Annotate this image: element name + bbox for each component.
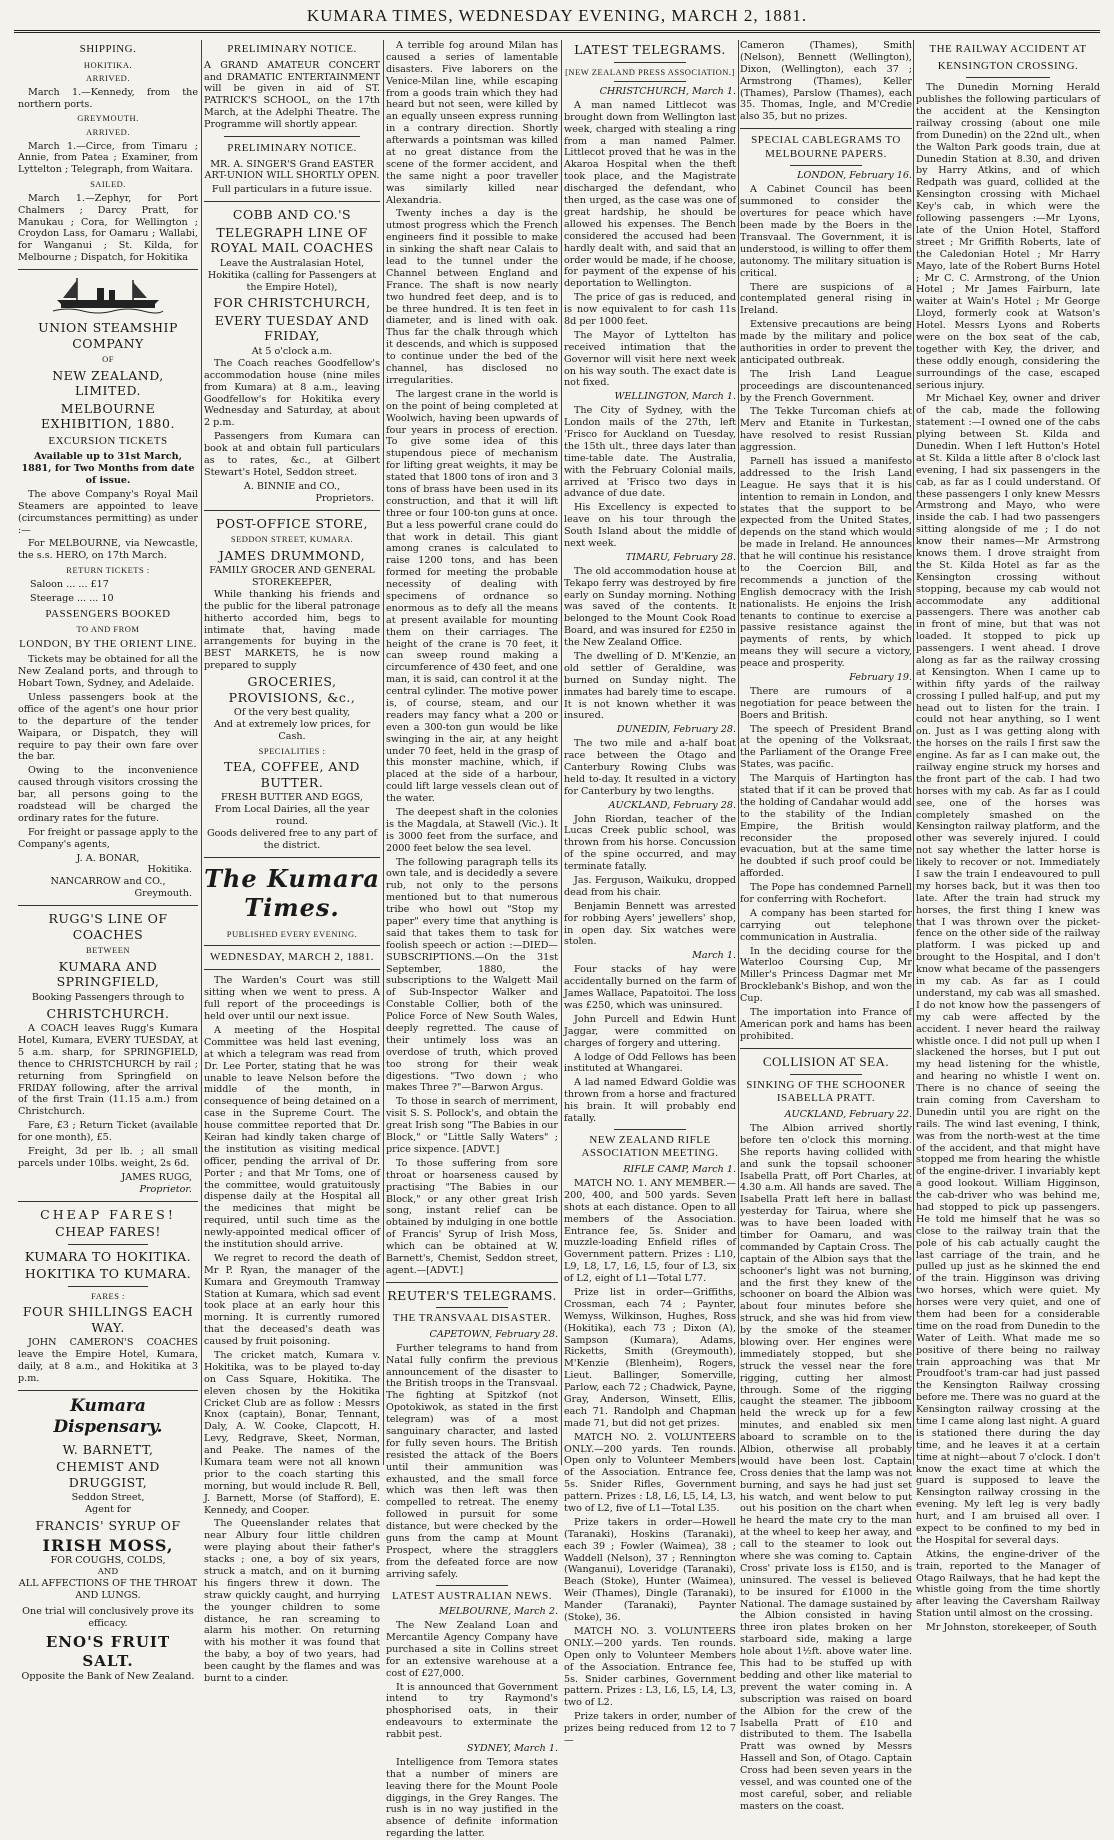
- divider: [18, 1390, 198, 1391]
- union-title: UNION STEAMSHIP COMPANY: [38, 320, 178, 351]
- greymouth-heading: GREYMOUTH.: [77, 113, 139, 124]
- freight-rate: Freight, 3d per lb. ; all small parcels under 10lbs. weight, 2s 6d.: [18, 1145, 198, 1169]
- capetown-dateline: CAPETOWN, February 28.: [429, 1328, 558, 1340]
- queenslander-article: The Queenslander relates that near Albury four little children were playing about their father's stacks ; one, a boy of six years, struck a match, and on it burning his fingers threw it down. The straw quickly caught, and hurrying the younger children to some distance, he ran screaming to alarm his mother. On returning with his mother it was found that the baby, a boy of two years, had been caught by the flames and was burnt to a cinder.: [204, 1518, 380, 1685]
- forgery-article: John Purcell and Edwin Hunt Jaggar, were committed on charges of forgery and uttering.: [564, 1013, 736, 1049]
- binnie-name: A. BINNIE and CO.,: [243, 480, 341, 492]
- prize-list-continued: Cameron (Thames), Smith (Nelson), Bennett (Wellington), Dixon, (Wellington), each 37 ; Armstrong (Thames), Keller (Thames), Parslow (Thames), each 35. Thomas, Ingle, and M'Credie also 35, but no prizes.: [740, 40, 912, 123]
- passengers-booked: PASSENGERS BOOKED: [45, 607, 171, 620]
- union-subtitle: NEW ZEALAND, LIMITED.: [52, 367, 164, 399]
- agent-name: J. A. BONAR,: [76, 852, 140, 864]
- masthead-rule: [14, 30, 1100, 33]
- reuters-heading: REUTER'S TELEGRAMS.: [387, 1287, 557, 1303]
- trial-text: One trial will conclusively prove its efficacy.: [22, 1605, 194, 1629]
- railway-accident-p1: The Dunedin Morning Herald publishes the following particulars of the accident at the Kensington railway crossing (about one mile from Dunedin) on the 22nd ult., when the Walton Park goods train, due at Dunedin Station at 8.30, and driven by Harry Atkins, and of which Redpath was guard, collided at the Kensington crossing with Michael Key's cab, in which were the following passengers :—Mr Lyons, late of the Union Hotel, Stafford street ; Mr Griffith Roberts, late of the Caledonian Hotel ; Mr Harry Mayo, late of the Robert Burns Hotel ; Mr C. C. Armstrong, of the Union Hotel ; Mr James Fairburn, late waiter at Wain's Hotel ; Mr George Lloyd, formerly cook at Watson's Hotel. Messrs Lyons and Roberts were on the box seat of the cab, together with Key, the driver, and these oddly enough, considering the surroundings of the case, escaped serious injury.: [916, 82, 1100, 391]
- cablegrams-heading: SPECIAL CABLEGRAMS TO MELBOURNE PAPERS.: [751, 134, 901, 160]
- mckenzie-article: The dwelling of D. M'Kenzie, an old settler of Geraldine, was burned on Sunday night. The inmates had barely time to escape. It is not known whether it was insured.: [564, 651, 736, 722]
- kensington-crossing-heading: KENSINGTON CROSSING.: [937, 59, 1079, 72]
- saloon-fare: Saloon ... ... £17: [30, 578, 109, 590]
- crane-article: The largest crane in the world is on the point of being completed at Woolwich, having been upwards of four years in process of erection. To give some idea of this stupendous piece of mechanism for lifting great weights, it may be stated that 1800 tons of iron and 3 tons of brass have been used in its construction, and that it will lift three or four 100-ton guns at once. But a less powerful crane could do that work in detail. This giant among cranes is calculated to raise 1200 tons, and has been formed for meeting the probable necessity of dealing with specimens of ordnance so enormous as to defy all the means at present available for mounting them on their carriages. The height of the crane is 70 feet, it can sweep round making a circumference of 430 feet, and one man, it is said, can control it at the central cylinder. The motive power is, of course, steam, and our readers may fancy what a 200 or even a 300-ton gun would be like swinging in the air, at any height under 70 feet, held in the grasp of this monster machine, which, if placed at the side of a harbour, could lift large vessels clean out of the water.: [386, 388, 558, 805]
- column-6: [916, 40, 1100, 1634]
- temora-article: Intelligence from Temora states that a number of miners are leaving there for the Mount Poole diggings, in the Grey Ranges. The rush is in no way justified in the absence of definite information regarding the latter.: [386, 1756, 558, 1840]
- cheap-fares-heading: CHEAP FARES!: [40, 1206, 176, 1222]
- cricket-article: The cricket match, Kumara v. Hokitika, was to be played to-day on Cass Square, Hokitika. The eleven chosen by the Hokitika Cricket Club are as follow : Messrs Knox (captain), Bonar, Tennant, Daly, A. W. Cooke, Clapcott, H. Levy, Redgrave, Skeet, Norman, and Peake. The names of the Kumara team were not all known prior to the coach starting this morning, but would include R. Bell, J. Barnett, Morse (of Stafford), E. Kennedy, and Cooper.: [204, 1349, 380, 1516]
- freight-text: For freight or passage apply to the Company's agents,: [18, 826, 198, 850]
- column-1: [18, 40, 198, 1682]
- divider: [18, 269, 198, 270]
- ferguson-article: Jas. Ferguson, Waikuku, dropped dead from his chair.: [564, 875, 736, 898]
- opposite-bank: Opposite the Bank of New Zealand.: [21, 1670, 195, 1682]
- divider: [740, 1048, 912, 1049]
- chemist-label: CHEMIST AND DRUGGIST,: [56, 1459, 160, 1490]
- albion-article: The Albion arrived shortly before ten o'clock this morning. She reports having collided with and sunk the topsail schooner Isabella Pratt, off Port Charles, at 4.30 a.m. All hands are saved. The Isabella Pratt left here in ballast yesterday for Tairua, where she was to have been loaded with timber for Oamaru, and was commanded by Captain Cross. The captain of the Albion says that the schooner's light was not burning, and the first they knew of the schooner on board the Albion was about four minutes before she struck, and she was hid from view by the smoke of the steamer blowing over. Her engines were immediately stopped, but she struck the vessel near the fore rigging, cutting her almost through. Some of the rigging caught the steamer. The jibboom held the wreck up for a few minutes, and enabled six men aboard to scramble on to the Albion, otherwise all probably would have been lost. Captain Cross denies that the lamp was not burning, and says he had just set his watch, and went below to put out his position on the chart when he heard the mate cry to the man at the wheel to keep her away, and call to the steamer to look out where she was coming to. Captain Cross' private loss is £150, and is uninsured. The vessel is believed to be insured for £1000 in the National. The damage sustained by the Albion consisted in having three iron plates broken on her starboard side, making a large hole about 1½ft. above water line. This had to be stuffed up with bedding and other like material to prevent the water coming in. A subscription was raised on board the Albion for the crew of the Isabella Pratt of £10 and distributed to them. The Isabella Pratt was owned by Messrs Hassell and Son, of Otago. Captain Cross had been seven years in the vessel, and was counted one of the most careful, sober, and reliable masters on the coast.: [740, 1122, 913, 1812]
- kumara-times-nameplate: The Kumara Times.: [204, 863, 380, 923]
- hospital-article: A meeting of the Hospital Committee was held last evening, at which a telegram was read from Dr. Lee Porter, stating that he was unable to leave Nelson before the middle of the month, in consequence of being detained on a case in the Supreme Court. The house committee reported that Dr. Keiran had kindly taken charge of the institution as visiting medical officer, pending the arrival of Dr. Porter ; and that Mr Toms, one of the committee, would gratuitously dispense daily at the Hospital all the medicines that might be required, until such time as the newly-appointed medical officer of the institution should arrive.: [204, 1024, 380, 1250]
- seddon-street: Seddon Street,: [71, 1492, 145, 1504]
- full-particulars: Full particulars in a future issue.: [211, 184, 373, 196]
- gas-article: The price of gas is reduced, and is now equivalent to for cash 11s 8d per 1000 feet.: [564, 292, 736, 327]
- agent-location: Hokitika.: [147, 864, 192, 876]
- divider: [614, 62, 686, 63]
- francis-syrup: FRANCIS' SYRUP OF: [35, 1518, 181, 1534]
- railway-accident-heading: THE RAILWAY ACCIDENT AT: [929, 43, 1087, 55]
- irish-moss-advert: To those suffering from sore throat or hoarseness caused by practising "The Babies in our Block," or any other great Irish song, instant relief can be obtained by indulging in one bottle of Francis' Syrup of Irish Moss, which can be obtained at W. Barnett's, Chemist, Seddon street, agent.—[ADVT.]: [386, 1157, 558, 1276]
- telephone-article: A company has been started for carrying out telephone communication in Australia.: [740, 907, 912, 943]
- prize-list-2: Prize takers in order—Howell (Taranaki), Hoskins (Taranaki), each 39 ; Fowler (Waimea), 38 ; Waddell (Nelson), 37 ; Rennington (Wanganui), Loveridge (Taranaki), Beach (Stoke), Hunter (Waimea), Weir (Thames), Dingle (Taranaki), Mander (Taranaki), Paynter (Stoke), 36.: [564, 1516, 736, 1624]
- return-tickets: RETURN TICKETS :: [66, 565, 150, 576]
- preliminary-notice-heading: PRELIMINARY NOTICE.: [227, 141, 357, 154]
- owing-text: Owing to the inconvenience caused through visitors crossing the bar, all persons going to the roadstead will be charged the ordinary rates for the future.: [18, 765, 198, 824]
- boat-race-article: The two mile and a-half boat race between the Otago and Canterbury Rowing Clubs was held to-day. It resulted in a victory for Canterbury by two lengths.: [564, 738, 736, 797]
- divider: [436, 1585, 508, 1586]
- league-article: The Irish Land League proceedings are discountenanced by the French Government.: [740, 368, 912, 404]
- issue-date: WEDNESDAY, MARCH 2, 1881.: [209, 950, 375, 963]
- divider: [18, 1201, 198, 1202]
- divider: [436, 1307, 508, 1308]
- divider: [204, 857, 380, 858]
- greymouth-sailed: March 1.—Zephyr, for Port Chalmers ; Darcy Pratt, for Manukau ; Cora, for Wellington ; Croydon Lass, for Oamaru ; Wallabi, for Wanganui ; St. Kilda, for Melbourne ; Dispatch, for Hokitika: [18, 192, 198, 264]
- greymouth-arrivals: March 1.—Circe, from Timaru ; Annie, from Patea ; Examiner, from Lyttelton ; Telegraph, from Waitara.: [18, 140, 198, 176]
- divider: [68, 1286, 148, 1287]
- kumara-to-hokitika: KUMARA TO HOKITIKA.: [24, 1248, 192, 1264]
- cobb-time: At 5 o'clock a.m.: [251, 345, 333, 357]
- throat-lungs: ALL AFFECTIONS OF THE THROAT AND LUNGS.: [18, 1577, 198, 1601]
- binnie-proprietors: Proprietors.: [315, 492, 374, 504]
- rifle-camp-dateline: RIFLE CAMP, March 1.: [623, 1164, 736, 1176]
- column-3: [386, 40, 558, 1840]
- sinking-heading: SINKING OF THE SCHOONER ISABELLA PRATT.: [746, 1078, 906, 1105]
- wellington-dateline: WELLINGTON, March 1.: [614, 391, 736, 403]
- match-2: MATCH NO. 2. VOLUNTEERS ONLY.—200 yards. Ten rounds. Open only to Volunteer Members of the Association. Entrance fee, 5s. Snider Rifles, Government pattern. Prizes : L8, L6, L5, L4, L3, two of L2, five of L1—Total L35.: [564, 1431, 736, 1515]
- match-1: MATCH NO. 1. ANY MEMBER.—200, 400, and 500 yards. Seven shots at each distance. Open to all members of the Association. Entrance fee, 5s. Snider and muzzle-loading Enfield rifles of Government pattern. Prizes : L10, L9, L8, L7, L6, L5, four of L3, six of L2, eight of L1—Total L77.: [564, 1177, 736, 1285]
- cobb-subtitle: TELEGRAPH LINE OF ROYAL MAIL COACHES: [210, 224, 374, 256]
- divider: [68, 1244, 148, 1245]
- drummond-text: While thanking his friends and the public for the liberal patronage hitherto accorded him, begs to intimate that, having made arrangements for buying in the BEST MARKETS, he is now prepared to supply: [204, 588, 380, 672]
- bennett-article: Benjamin Bennett was arrested for robbing Ayers' jewellers' shop, in open day. Six watches were stolen.: [564, 900, 736, 948]
- excursion-tickets: EXCURSION TICKETS: [48, 434, 168, 447]
- sydney-dateline: SYDNEY, March 1.: [466, 1742, 558, 1754]
- published-every-evening: PUBLISHED EVERY EVENING.: [226, 929, 358, 940]
- rugg-route: KUMARA AND SPRINGFIELD,: [56, 958, 160, 990]
- cobb-text: The Coach reaches Goodfellow's accommodation house (nine miles from Kumara) at 8 a.m., leaving Goodfellow's for Hokitika every Wednesday and Saturday, at about 2 p.m.: [204, 357, 380, 429]
- butter-eggs: FRESH BUTTER AND EGGS,: [221, 792, 363, 804]
- orient-line: LONDON, BY THE ORIENT LINE.: [19, 637, 197, 650]
- melbourne-dateline: MELBOURNE, March 2.: [439, 1606, 558, 1618]
- melbourne-exhibition: MELBOURNE EXHIBITION, 1880.: [41, 400, 175, 432]
- fog-article: A terrible fog around Milan has caused a series of lamentable disasters. Five laborers on the Venice-Milan line, while escaping from a goods train which they had heard but not seen, were killed by an equally unseen express running in a contrary direction. Shortly afterwards a pointsman was killed at no great distance from the scene of the former accident, and the same night a poor traveller was similarly killed near Alexandria.: [386, 40, 558, 206]
- rugg-destination: CHRISTCHURCH.: [46, 1005, 170, 1021]
- coughs-colds: FOR COUGHS, COLDS,: [50, 1555, 166, 1567]
- divider: [386, 1282, 558, 1283]
- masthead-title: KUMARA TIMES, WEDNESDAY EVENING, MARCH 2, 1881.: [306, 6, 808, 25]
- prize-list-1: Prize list in order—Griffiths, Crossman, each 74 ; Paynter, Wemyss, Wilkinson, Hughes, Ross (Hokitika), each 73 ; Dixon (A), Sampson (Kumara), Adams, Ricketts, Smith (Greymouth), M'Kenzie (Blenheim), Rogers, Lieut. Ballinger, Somerville, Parlow, each 72 ; Chadwick, Payne, Gray, Anderson, Winsett, Ellis, each 71. Randolph and Chapman made 71, but did not get prizes.: [564, 1287, 736, 1429]
- divider: [204, 510, 380, 511]
- goldie-article: A lad named Edward Goldie was thrown from a horse and fractured his brain. It will probably end fatally.: [564, 1077, 736, 1124]
- littlecot-article: A man named Littlecot was brought down from Wellington last week, charged with stealing a ring from a man named Palmer. Littlecot proved that he was in the Akaroa Hospital when the theft took place, and the Magistrate discharged the defendant, who then urged, as the case was one of great hardship, he should be allowed his expenses. The Bench considered the accused had been hardly dealt with, and said that an order would be made, if he choose, for payment of the expense of his deportation to Wellington.: [564, 99, 736, 290]
- arrived-label: ARRIVED.: [86, 127, 130, 137]
- post-office-address: SEDDON STREET, KUMARA.: [230, 534, 354, 545]
- column-divider: [561, 40, 562, 1465]
- drummond-name: JAMES DRUMMOND,: [218, 547, 366, 563]
- royal-mail-text: The above Company's Royal Mail Steamers are appointed to leave (circumstances permitting) as under :—: [18, 488, 198, 536]
- cabinet-article: A Cabinet Council has been summoned to consider the overtures for peace which have been made by the Boers in the Transvaal. The Government, it is understood, is willing to offer them autonomy. The military situation is critical.: [740, 184, 912, 279]
- transvaal-article: Further telegrams to hand from Natal fully confirm the previous announcement of the disaster to the British troops in the Transvaal. The fighting at Spitzkof (not Opotokiwok, as stated in the first telegram) was of a most sanguinary character, and lasted for fully seven hours. The British resisted the attack of the Boers until their ammunition was exhausted, and the small force which was then left was then compelled to retreat. The enemy followed in pursuit for some distance, but were checked by the guns from the camp at Mount Prospect, where the stragglers from the defeated force are now arriving safely.: [386, 1342, 558, 1580]
- to-and-from: TO AND FROM: [76, 624, 140, 635]
- quality-text: Of the very best quality,: [233, 707, 351, 719]
- prize-list-3: Prize takers in order, number of prizes being reduced from 12 to 7—: [564, 1711, 736, 1746]
- shaft-article: The deepest shaft in the colonies is the Magdala, at Stawell (Vic.). It is 3000 feet from the surface, and 2000 feet below the sea level.: [386, 807, 558, 854]
- tea-coffee-butter: TEA, COFFEE, AND BUTTER.: [224, 759, 360, 790]
- sailed-label: SAILED.: [90, 179, 126, 190]
- rifle-association-heading: NEW ZEALAND RIFLE ASSOCIATION MEETING.: [581, 1133, 719, 1160]
- ireland-article: There are suspicions of a contemplated general rising in Ireland.: [740, 281, 912, 317]
- preliminary-notice-heading: PRELIMINARY NOTICE.: [227, 43, 357, 55]
- lodge-article: A lodge of Odd Fellows has been instituted at Whangarei.: [564, 1051, 736, 1075]
- available-notice: Available up to 31st March, 1881, for Two Months from date of issue.: [21, 451, 195, 487]
- christchurch-dateline: CHRISTCHURCH, March 1.: [599, 86, 736, 98]
- divider: [790, 165, 862, 166]
- cheap-fares-sub: CHEAP FARES!: [55, 1224, 161, 1240]
- barnett-name: W. BARNETT,: [62, 1441, 154, 1457]
- column-divider: [201, 40, 202, 1465]
- fire-article: The old accommodation house at Tekapo ferry was destroyed by fire early on Sunday morning. Nothing was saved of the contents. It belonged to the Mount Cook Road Board, and was insured for £250 in the New Zealand Office.: [564, 565, 736, 649]
- railway-accident-p3: Atkins, the engine-driver of the train, reported to the Manager of Otago Railways, that he had kept the whistle going from the time shortly after leaving the Caversham Railway Station until almost on the crossing.: [916, 1548, 1100, 1620]
- unless-text: Unless passengers book at the office of the agent's one hour prior to the departure of the tender Waipara, or Dispatch, they will require to pay their own fare over the bar.: [18, 692, 198, 763]
- transvaal-heading: THE TRANSVAAL DISASTER.: [392, 1312, 552, 1325]
- loan-article: The New Zealand Loan and Mercantile Agency Company have purchased a site in Collins street for an extensive warehouse at a cost of £27,000.: [386, 1620, 558, 1679]
- goods-delivered: Goods delivered free to any part of the district.: [206, 827, 378, 851]
- pope-article: The Pope has condemned Parnell for conferring with Rochefort.: [740, 882, 912, 906]
- pollock-advert: To those in search of merriment, visit S. S. Pollock's, and obtain the great Irish song "The Babies in our Block," or "Little Sally Waters" ; price sixpence. [ADVT.]: [386, 1096, 558, 1155]
- rugg-title: RUGG'S LINE OF COACHES: [48, 911, 168, 942]
- divider: [966, 77, 1050, 78]
- rugg-between: BETWEEN: [85, 945, 131, 956]
- prices-text: And at extremely low prices, for Cash.: [213, 718, 371, 742]
- excellency-article: His Excellency is expected to leave on his tour through the South Island about the middle of next week.: [564, 502, 736, 549]
- feb19-dateline: February 19.: [849, 672, 912, 683]
- pork-article: The importation into France of American pork and hams has been prohibited.: [740, 1007, 912, 1042]
- press-association: [NEW ZEALAND PRESS ASSOCIATION.]: [565, 66, 735, 77]
- cobb-title: COBB AND CO.'S: [232, 207, 352, 223]
- irish-moss: IRISH MOSS,: [42, 1535, 174, 1555]
- precautions-article: Extensive precautions are being made by the military and police authorities in order to prevent the anticipated outbreak.: [740, 319, 912, 366]
- rugg-signature: JAMES RUGG,: [121, 1171, 192, 1183]
- hokitika-heading: HOKITIKA.: [83, 59, 133, 70]
- mayor-article: The Mayor of Lyttelton has received intimation that the Governor will visit here next week on his way south. The exact date is not fixed.: [564, 329, 736, 389]
- divider: [204, 945, 380, 946]
- cobb-leave: Leave the Australasian Hotel, Hokitika (calling for Passengers at the Empire Hotel),: [207, 257, 377, 293]
- cobb-booking: Passengers from Kumara can book at and obtain full particulars as to rates, &c., at Gilbert Stewart's Hotel, Seddon street.: [204, 431, 380, 478]
- column-2: [204, 40, 380, 1685]
- auckland-dateline: AUCKLAND, February 22.: [784, 1109, 912, 1121]
- rumours-article: There are rumours of a negotiation for peace between the Boers and British.: [740, 685, 912, 721]
- subscriptions-article: The following paragraph tells its own tale, and is decidedly a severe rub, not only to the persons mentioned but to that numerous tribe who howl out "Stop my paper" every time that anything is said that takes them to task for foolish speech or action :—DIED—SUBSCRIPTIONS.—On the 31st September, 1880, the subscriptions to the Walgett Mail of Sub-Inspector Walker and Constable Collier, both of the Police Force of New South Wales, deeply regretted. The cause of their untimely loss was an overdose of truth, which proved too strong for their weak digestions. "Two down ; who makes Three ?"—Barwon Argus.: [386, 856, 558, 1094]
- union-of: OF: [102, 354, 114, 365]
- grocer-label: FAMILY GROCER AND GENERAL STOREKEEPER,: [209, 565, 375, 588]
- railway-accident-p2: Mr Michael Key, owner and driver of the cab, made the following statement :—I owned one of the cabs plying between St. Kilda and Dunedin. When I left Hutton's Hotel at St. Kilda a little after 8 o'clock last evening, I had six passengers in the cab, as far as I could understand. Of these passengers I only knew Messrs Armstrong and Mayo, who were inside the cab. I had two passengers sitting alongside of me ; I do not know their names—Mr Armstrong knows them. I drove straight from the St. Kilda Hotel as far as the Kensington crossing without stopping, because my cab would not accommodate any additional passengers. There was another cab in front of mine, but that was not loaded. It stopped to pick up passengers. I went ahead. I drove along as far as the railway crossing at Kensington. When I came up to within fifty yards of the railway crossing I pulled half-up, and put my head out to listen for the train. I could not hear anything, so I went on. Just as I was getting along with the horses on the rails I first saw the engine. As far as I can make out, the railway engine struck my horses and the front part of the cab. I had two horses with my cab. As far as I could see, one of the horses was completely smashed on the Kensington railway platform, and the other was severely injured. I could not say whether the latter horse is likely to recover or not. Immediately I saw the train I endeavoured to pull my horses back, but it was then too late. After the train had struck my horses, the first thing I knew was that I was thrown over the picket-fence on the other side of the railway platform. I was picked up and brought to the Hospital, and I don't know what became of the passengers in my cab. As far as I could understand, my cab was all smashed. I do not know how the passengers of my cab were affected by the accident. I never heard the railway whistle once. I did not pull up when I slackened the horses, but I put out my head listening for the whistle, and hearing no whistle I went on. There is no chance of seeing the train coming from Caversham to Dunedin until you are right on the rails. The wind last evening, I think, was from the north-west at the time of the accident, and that might have stopped me from hearing the whistle of the engine-driver. I invariably kept a good lookout. William Higginson, the cab-driver who was behind me, had stopped to pick up passengers. He told me himself that he was so close to the railway train that the pole of his cab actually caught the last carriage of the train, and he pulled up just as he skinned the end of the train. Higginson was driving two horses, which were quiet. My horses were very quiet, and one of them had been for a considerable time on the road from Dunedin to the Water of Leith. What made me so positive of there being no railway train approaching was that Mr Proudfoot's tram-car had just passed the Kensington Railway crossing before me. There was no guard at the Kensington railway crossing at the time I came along last night. A guard is stationed there during the day time, and he leaves it at a certain time at night—about 7 o'clock. I don't know the exact time at which the guard is supposed to leave the Kensington railway crossing in the evening. My left leg is very badly hurt, and I am bruised all over. I expect to be confined to my bed in the Hospital for several days.: [916, 393, 1100, 1546]
- railway-accident-p4: Mr Johnston, storekeeper, of South: [926, 1622, 1097, 1634]
- london-dateline: LONDON, February 16.: [797, 170, 912, 182]
- concert-notice: A GRAND AMATEUR CONCERT and DRAMATIC ENTERTAINMENT will be given in aid of ST. PATRICK'S SCHOOL, on the 17th March, at the Adelphi Theatre. The Programme will shortly appear.: [204, 59, 380, 131]
- rugg-booking: Booking Passengers through to: [31, 991, 185, 1003]
- local-dairies: From Local Dairies, all the year round.: [214, 804, 370, 828]
- groceries-label: GROCERIES, PROVISIONS, &c.,: [228, 674, 356, 705]
- divider: [790, 1074, 862, 1075]
- post-office-store: POST-OFFICE STORE,: [215, 515, 369, 531]
- divider: [204, 201, 380, 202]
- hokitika-to-kumara: HOKITIKA TO KUMARA.: [24, 1266, 192, 1282]
- and-label: AND: [97, 1567, 119, 1578]
- specialities-label: SPECIALITIES :: [258, 745, 326, 756]
- hay-article: Four stacks of hay were accidentally burned on the farm of James Wallace, Papatoitoi. The loss was £250, which was uninsured.: [564, 964, 736, 1011]
- brand-article: The speech of President Brand at the opening of the Volksraat, the Parliament of the Orange Free States, was pacific.: [740, 723, 912, 771]
- agent-name: NANCARROW and CO.,: [50, 876, 166, 888]
- hartington-article: The Marquis of Hartington has stated that if it can be proved that the holding of Candahar would add to the stability of the Indian Empire, the British would reconsider the proposed evacuation, but at the same time he doubted if such proof could be afforded.: [740, 773, 912, 880]
- agent-location: Greymouth.: [134, 888, 192, 900]
- cobb-destination: FOR CHRISTCHURCH,: [213, 295, 371, 311]
- cobb-days: EVERY TUESDAY AND FRIDAY,: [214, 312, 370, 344]
- channel-tunnel-article: Twenty inches a day is the utmost progress which the French engineers find it possible to make in sinking the shaft near Calais to lead to the tunnel under the Channel between England and France. The shaft is now nearly two hundred feet deep, and is to be three hundred. It is ten feet in diameter, and is lined with oak. Thus far the chalk through which it descends, and which is supposed to continue under the bed of the channel, has disclosed no irregularities.: [386, 208, 558, 386]
- australian-news-heading: LATEST AUSTRALIAN NEWS.: [391, 1589, 553, 1602]
- shipping-heading: SHIPPING.: [79, 43, 137, 55]
- timaru-dateline: TIMARU, February 28.: [625, 551, 736, 563]
- divider: [614, 81, 686, 82]
- match-3: MATCH NO. 3. VOLUNTEERS ONLY.—200 yards. Ten rounds. Open only to Volunteer Members of the Association. Entrance fee, 5s. Snider carbines, Government pattern. Prizes : L3, L6, L5, L4, L3, two of L2.: [564, 1625, 736, 1709]
- divider: [224, 136, 360, 137]
- art-union-notice: MR. A. SINGER'S Grand EASTER ART-UNION WILL SHORTLY OPEN.: [204, 158, 380, 182]
- cameron-coaches: JOHN CAMERON'S COACHES leave the Empire Hotel, Kumara, daily, at 8 a.m., and Hokitika at 3 p.m.: [18, 1337, 198, 1384]
- mails-article: The City of Sydney, with the London mails of the 27th, left 'Frisco for Auckland on Tuesday, the 15th ult., three days later than time-table date. The Australia, with the February Colonial mails, arrived at 'Frisco two days in advance of due date.: [564, 405, 736, 500]
- march-dateline: March 1.: [692, 950, 736, 962]
- hokitika-arrivals: March 1.—Kennedy, from the northern ports.: [18, 86, 198, 110]
- column-divider: [383, 40, 384, 1465]
- divider: [740, 128, 912, 129]
- steerage-fare: Steerage ... ... 10: [30, 592, 114, 604]
- column-5: [740, 40, 913, 1812]
- column-4: [564, 40, 736, 1746]
- divider: [204, 969, 380, 970]
- arrived-label: ARRIVED.: [86, 73, 130, 84]
- coach-text: A COACH leaves Rugg's Kumara Hotel, Kumara, EVERY TUESDAY, at 5 a.m. sharp, for SPRINGFIELD, thence to CHRISTCHURCH by rail ; returning from Springfield on FRIDAY following, after the arrival of the first Train (11.15 a.m.) from Christchurch.: [18, 1023, 198, 1118]
- divider: [614, 1129, 686, 1130]
- tekke-article: The Tekke Turcoman chiefs at Merv and Etanite in Turkestan, have resolved to resist Russian aggression.: [740, 406, 912, 454]
- rugg-proprietor: Proprietor.: [139, 1183, 192, 1195]
- collision-heading: COLLISION AT SEA.: [762, 1053, 890, 1069]
- auckland-dateline: AUCKLAND, February 28.: [608, 799, 736, 811]
- four-shillings: FOUR SHILLINGS EACH WAY.: [22, 1304, 194, 1335]
- column-divider: [738, 40, 739, 1465]
- wardens-court-article: The Warden's Court was still sitting when we went to press. A full report of the proceedings is held over until our next issue.: [204, 975, 380, 1023]
- steamship-icon: [53, 276, 163, 314]
- dunedin-dateline: DUNEDIN, February 28.: [616, 724, 736, 736]
- riordan-article: John Riordan, teacher of the Lucas Creek public school, was thrown from his horse. Concussion of the spine occurred, and may terminate fatally.: [564, 813, 736, 873]
- ryan-death-article: We regret to record the death of Mr P. Ryan, the manager of the Kumara and Greymouth Tramway Station at Kumara, which sad event took place at an early hour this morning. It is currently rumored that the deceased's death was caused by fruit poisoning.: [204, 1252, 380, 1348]
- parnell-article: Parnell has issued a manifesto addressed to the Irish Land League. He says that it is his intention to remain in London, and states that the support to be expected from the United States, depends on the stand which would be made in Ireland. He announces that he will continue his resistance to the Coercion Bill, and recommends a junction of the English democracy with the Irish nationalists. He enjoins the Irish tenants to continue to exercise a passive resistance against the payments of rents, by which means they will secure a victory, peace and prosperity.: [740, 455, 912, 670]
- eno-fruit-salt: ENO'S FRUIT SALT.: [45, 1633, 171, 1670]
- hero-sailing: For MELBOURNE, via Newcastle, the s.s. HERO, on 17th March.: [18, 538, 198, 562]
- agent-for: Agent for: [85, 1504, 131, 1516]
- dispensary-title: Kumara Dispensary.: [53, 1395, 163, 1437]
- divider: [18, 905, 198, 906]
- latest-telegrams-heading: LATEST TELEGRAMS.: [574, 42, 726, 57]
- fare-text: Fare, £3 ; Return Ticket (available for one month), £5.: [18, 1120, 198, 1144]
- waterloo-article: In the deciding course for the Waterloo Coursing Cup, Mr Miller's Princess Dagmar met Mr Brocklebank's Bishop, and won the Cup.: [740, 945, 912, 1005]
- fares-label: FARES :: [91, 1290, 125, 1301]
- tickets-text: Tickets may be obtained for all the New Zealand ports, and through to Hobart Town, Sydney, and Adelaide.: [18, 654, 198, 690]
- column-divider: [913, 40, 914, 1465]
- rabbit-article: It is announced that Government intend to try Raymond's phosphorised oats, in their endeavours to exterminate the rabbit pest.: [386, 1681, 558, 1741]
